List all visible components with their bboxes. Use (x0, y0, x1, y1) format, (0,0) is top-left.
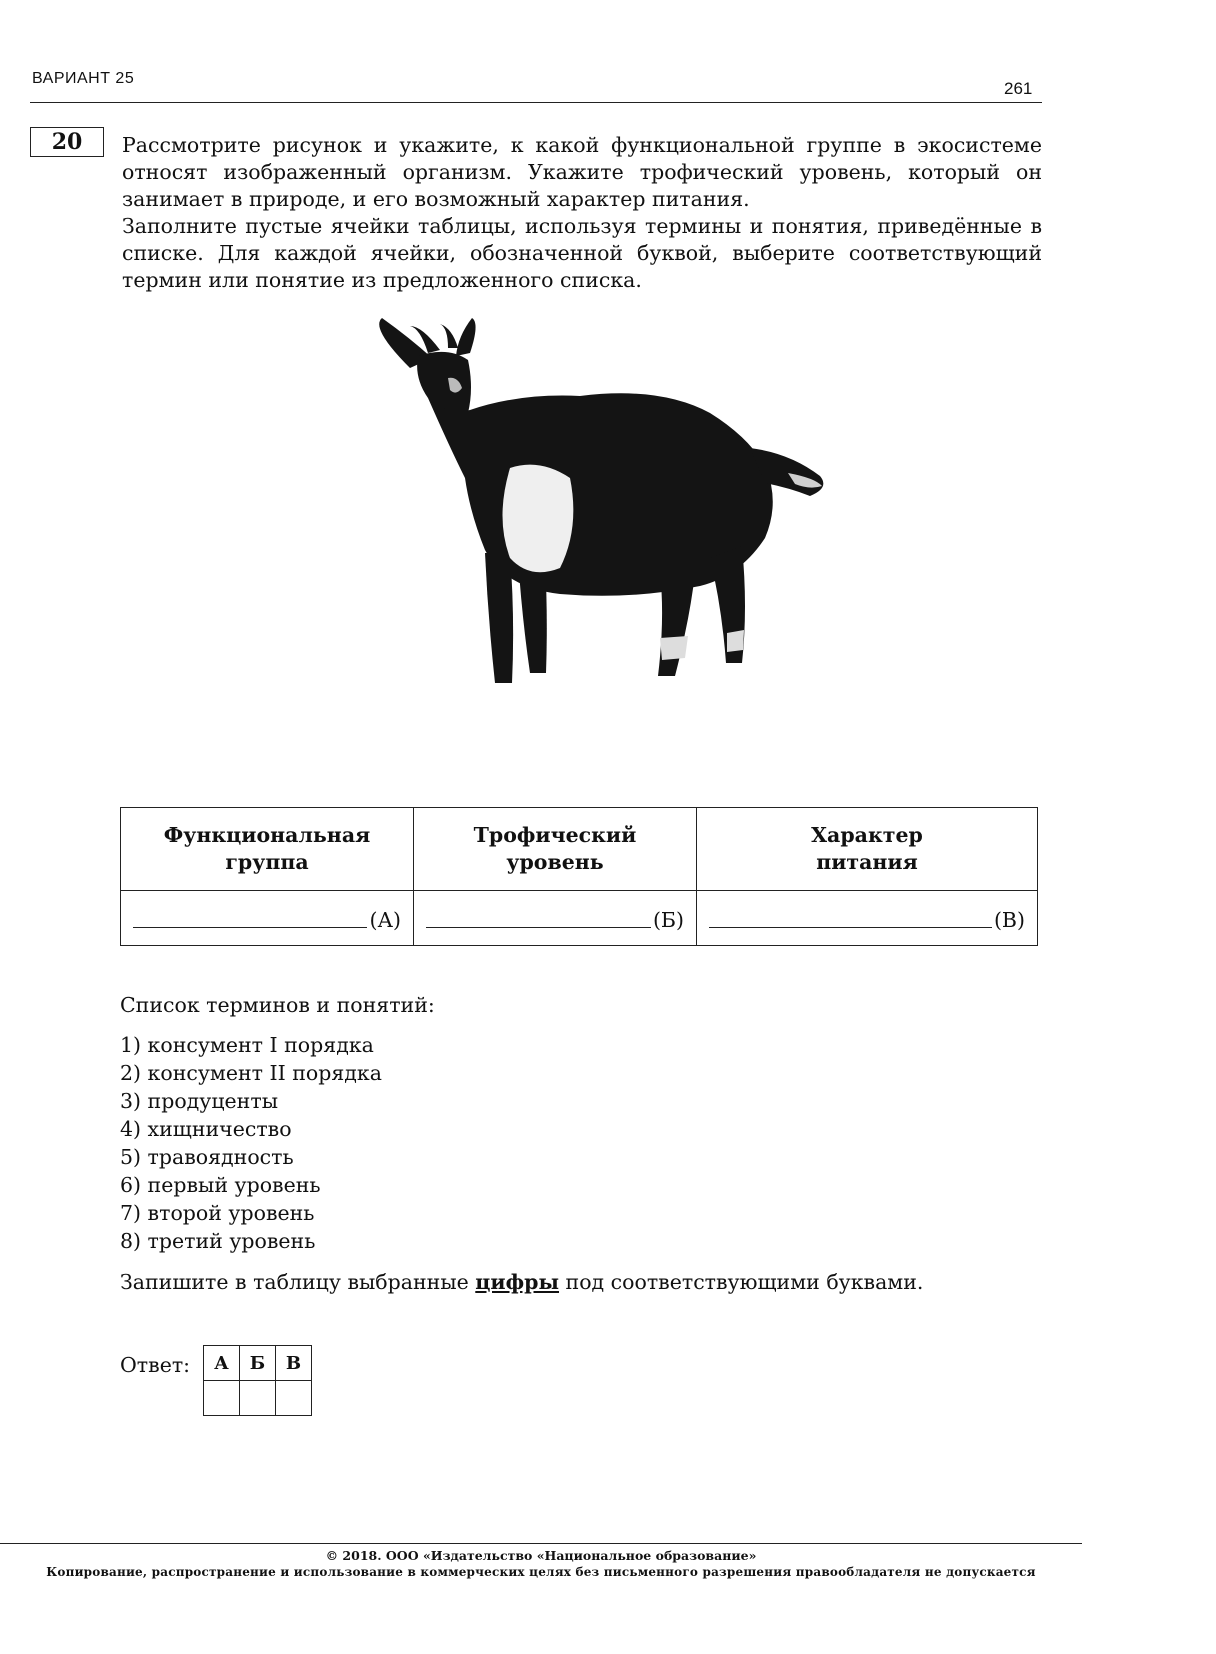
blank-cell-a[interactable]: (А) (121, 891, 414, 946)
column-header-nutrition-type: Характер питания (697, 808, 1038, 891)
list-item: 5) травоядность (120, 1145, 294, 1169)
answer-input-b[interactable] (240, 1381, 276, 1416)
list-item: 6) первый уровень (120, 1173, 321, 1197)
task-paragraph-2: Заполните пустые ячейки таблицы, используя термины и понятия, приведённые в списке. Для каждой ячейки, обозначенной буквой, выберите соответствующий термин или понятие из предложенного списка. (122, 214, 1042, 292)
answer-letter-b: Б (240, 1346, 276, 1381)
answer-input-a[interactable] (204, 1381, 240, 1416)
answer-label: Ответ: (120, 1353, 191, 1377)
column-header-functional-group: Функциональная группа (121, 808, 414, 891)
column-header-trophic-level: Трофический уровень (414, 808, 697, 891)
terms-list-title: Список терминов и понятий: (120, 993, 435, 1017)
task-text (122, 132, 1042, 294)
footer-copyright: © 2018. ООО «Издательство «Национальное образование» (325, 1548, 757, 1563)
footer-notice: Копирование, распространение и использование в коммерческих целях без письменного разрешения правообладателя не допускается (46, 1565, 1036, 1579)
variant-label: ВАРИАНТ 25 (32, 70, 135, 87)
page-number: 261 (1004, 79, 1033, 98)
header-divider (30, 102, 1042, 103)
digits-emphasis: цифры (475, 1270, 560, 1294)
blank-cell-v[interactable]: (В) (697, 891, 1038, 946)
goat-illustration (370, 318, 830, 728)
answer-fill-table (120, 807, 1038, 946)
answer-letter-v: В (276, 1346, 312, 1381)
answer-grid (203, 1345, 312, 1416)
list-item: 2) консумент II порядка (120, 1061, 382, 1085)
answer-letter-a: А (204, 1346, 240, 1381)
task-number: 20 (30, 127, 104, 157)
instruction-text: Запишите в таблицу выбранные цифры под соответствующими буквами. (120, 1270, 924, 1294)
list-item: 7) второй уровень (120, 1201, 315, 1225)
footer-divider (0, 1543, 1082, 1544)
blank-cell-b[interactable]: (Б) (414, 891, 697, 946)
list-item: 3) продуценты (120, 1089, 279, 1113)
list-item: 8) третий уровень (120, 1229, 316, 1253)
terms-list (120, 1031, 382, 1255)
list-item: 4) хищничество (120, 1117, 292, 1141)
answer-input-v[interactable] (276, 1381, 312, 1416)
list-item: 1) консумент I порядка (120, 1033, 374, 1057)
task-paragraph-1: Рассмотрите рисунок и укажите, к какой функциональной группе в экосистеме относят изображенный организм. Укажите трофический уровень, который он занимает в природе, и его возможный характер питания. (122, 133, 1042, 211)
